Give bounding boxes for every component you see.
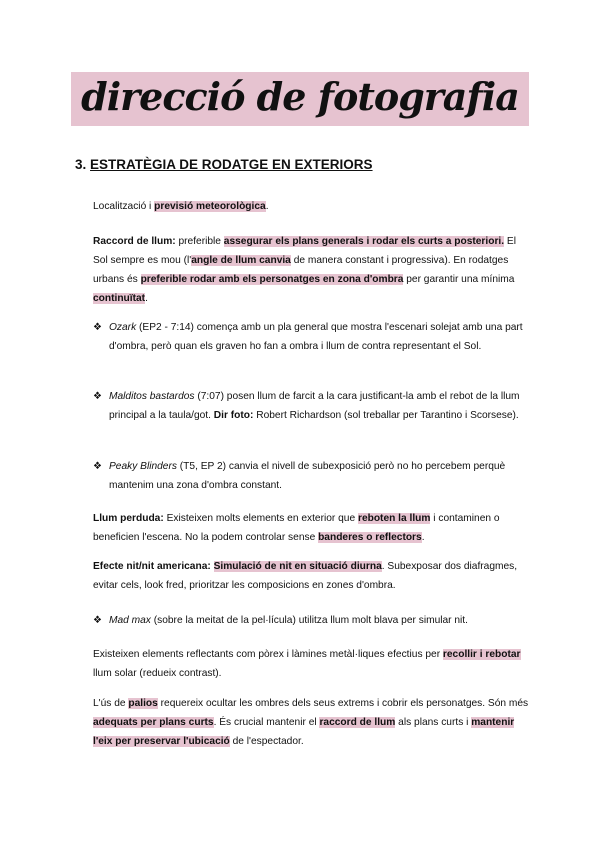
bullet-icon: ❖ [93,391,102,402]
bullet-mad-max [93,611,533,630]
paragraph-day-for-night [93,557,533,595]
text: requereix ocultar les ombres dels seus extrems i cobrir els personatges. Són més [157,698,529,709]
highlight: Simulació de nit en situació diurna [213,561,382,572]
text: (7:07) posen llum de farcit a la cara justificant-la amb el rebot de la llum principal a la taula/got. [109,391,520,421]
text: Existeixen molts elements en exterior que [163,513,358,524]
highlight: mantenir l'eix per preservar l'ubicació [93,717,515,747]
work-title: Mad max [109,615,151,626]
text: L'ús de [93,698,129,709]
highlight: banderes o reflectors [318,532,422,543]
bullet-text [109,611,533,630]
label: Llum perduda: [93,513,164,524]
bullet-text [109,387,533,425]
highlight: raccord de llum [319,717,396,728]
label: Raccord de llum: [93,236,176,247]
paragraph-lost-light [93,509,533,547]
bullet-text [109,318,533,356]
highlight: recollir i rebotar [442,649,521,660]
section-number: 3. [75,157,87,172]
bullet-ozark [93,318,533,356]
bullet-icon: ❖ [93,461,102,472]
text: de manera constant i progressiva). En rodatges urbans és [93,255,509,285]
text: als plans curts i [395,717,472,728]
text: (EP2 - 7:14) comença amb un pla general que mostra l'escenari solejat amb una part d'ombra, però quan els graven ho fan a ombra i llum de contra representant el Sol. [109,322,523,352]
text: i contaminen o beneficien l'escena. No la podem controlar sense [93,513,500,543]
text: . [265,201,269,212]
text: llum solar (redueix contrast). [93,668,222,679]
highlight: assegurar els plans generals i rodar els curts a posteriori. [223,236,505,247]
text: . [421,532,425,543]
text: per garantir una mínima [403,274,515,285]
bullet-icon: ❖ [93,322,102,333]
bullet-malditos-bastardos [93,387,533,425]
paragraph-reflectors [93,645,533,683]
paragraph-location [93,197,533,216]
section-title: ESTRATÈGIA DE RODATGE EN EXTERIORS [90,157,373,172]
highlight: palios [128,698,158,709]
text: . [145,293,148,304]
work-title: Ozark [109,322,137,333]
highlight: angle de llum canvia [191,255,291,266]
page-title: direcció de fotografia [71,72,529,126]
text: . És crucial mantenir el [213,717,320,728]
text: (sobre la meitat de la pel·lícula) utilitza llum molt blava per simular nit. [150,615,468,626]
title-wrapper [0,72,600,126]
label: Dir foto: [213,410,254,421]
work-title: Malditos bastardos [109,391,195,402]
text: preferible [175,236,224,247]
bullet-text [109,457,533,495]
bullet-icon: ❖ [93,615,102,626]
text: . Subexposar dos diafragmes, evitar cels, look fred, prioritzar les composicions en zones d'ombra. [93,561,518,591]
highlight: previsió meteorològica [154,201,266,212]
highlight: preferible rodar amb els personatges en zona d'ombra [140,274,404,285]
highlight: adequats per plans curts [93,717,214,728]
paragraph-palios [93,694,533,751]
work-title: Peaky Blinders [109,461,177,472]
text: (T5, EP 2) canvia el nivell de subexposició però no ho percebem perquè mantenim una zona d'ombra constant. [109,461,506,491]
highlight: reboten la llum [357,513,431,524]
text: Robert Richardson (sol treballar per Tarantino i Scorsese). [253,410,519,421]
text: El Sol sempre es mou (l' [93,236,516,266]
section-heading [75,157,373,172]
text: Localització i [93,201,155,212]
bullet-peaky-blinders [93,457,533,495]
label: Efecte nit/nit americana: [93,561,211,572]
text: de l'espectador. [229,736,304,747]
text: Existeixen elements reflectants com pòrex i làmines metàl·liques efectius per [93,649,443,660]
highlight: continuïtat [93,293,146,304]
paragraph-light-raccord [93,232,533,308]
